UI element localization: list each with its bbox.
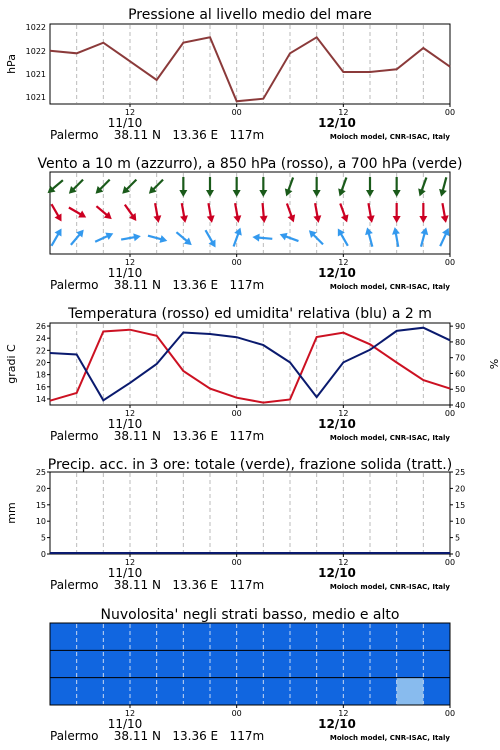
time-tick-label: 12: [124, 709, 136, 718]
temperature-ytick: 24: [35, 334, 46, 344]
cloud-panel: [50, 607, 450, 705]
wind-850-arrow: [311, 202, 322, 223]
wind-10m-arrow: [93, 230, 115, 246]
location-label: Palermo 38.11 N 13.36 E 117m: [50, 128, 265, 142]
time-tick-label: 00: [444, 258, 456, 267]
precip-ytick: 25: [455, 468, 466, 477]
pressure-ytick: 1022: [25, 23, 46, 32]
date-label: 12/10: [318, 266, 356, 280]
wind-arrows: [45, 176, 452, 249]
cloud-cells: [50, 623, 450, 705]
model-credit: Moloch model, CNR-ISAC, Italy: [329, 434, 450, 442]
humidity-line: [50, 328, 450, 401]
date-label: 11/10: [107, 566, 143, 580]
model-credit: Moloch model, CNR-ISAC, Italy: [329, 283, 450, 291]
date-label: 12/10: [318, 566, 356, 580]
time-tick-label: 12: [338, 558, 349, 567]
time-tick-label: 00: [444, 108, 456, 117]
wind-10m-arrow: [147, 232, 168, 245]
wind-10m-arrow: [68, 227, 87, 247]
time-tick-label: 00: [231, 108, 242, 117]
humidity-ylabel: %: [487, 358, 500, 370]
wind-700-arrow: [313, 177, 321, 197]
pressure-ytick: 1021: [25, 93, 46, 102]
temperature-ytick: 14: [35, 394, 46, 404]
precip-ytick: 0: [40, 550, 46, 559]
wind-700-arrow: [259, 177, 267, 197]
wind-frame: [50, 172, 450, 254]
pressure-ytick: 1022: [25, 47, 46, 56]
time-tick-label: 00: [231, 409, 242, 418]
wind-title: Vento a 10 m (azzurro), a 850 hPa (rosso), a 700 hPa (verde): [37, 156, 463, 172]
temperature-ytick: 18: [35, 370, 46, 380]
precip-grid: [77, 473, 424, 553]
temperature-ytick: 22: [35, 346, 46, 356]
wind-700-arrow: [119, 177, 139, 197]
precip-ytick: 25: [35, 468, 46, 477]
pressure-grid: [77, 25, 424, 103]
wind-10m-arrow: [252, 233, 273, 243]
location-label: Palermo 38.11 N 13.36 E 117m: [50, 729, 265, 743]
temperature-grid: [77, 324, 424, 404]
humidity-ytick: 80: [455, 337, 466, 347]
time-tick-label: 12: [124, 258, 136, 267]
time-tick-label: 00: [231, 258, 242, 267]
time-tick-label: 00: [444, 709, 456, 718]
wind-850-arrow: [419, 203, 427, 223]
time-tick-label: 00: [444, 558, 456, 567]
time-tick-label: 00: [231, 709, 242, 718]
precip-ytick: 10: [35, 517, 46, 527]
precip-ytick: 20: [455, 484, 466, 494]
humidity-ytick: 50: [455, 385, 466, 395]
temperature-yticks: [36, 322, 50, 404]
precip-ytick: 5: [40, 533, 46, 543]
pressure-line: [50, 37, 450, 101]
time-tick-label: 12: [338, 409, 349, 418]
time-tick-label: 12: [338, 108, 349, 117]
wind-850-arrow: [336, 202, 350, 224]
wind-700-arrow: [93, 177, 113, 197]
precip-yticks-right: [450, 468, 465, 559]
temperature-ylabel: gradi C: [5, 344, 18, 384]
wind-700-arrow: [233, 177, 241, 197]
temperature-ytick: 20: [35, 358, 46, 368]
date-label: 11/10: [107, 717, 143, 731]
wind-850-arrow: [67, 204, 88, 221]
date-label: 11/10: [107, 417, 143, 431]
time-tick-label: 00: [231, 558, 242, 567]
wind-850-arrow: [178, 202, 189, 223]
date-label: 12/10: [318, 417, 356, 431]
precip-title: Precip. acc. in 3 ore: totale (verde), frazione solida (tratt.): [47, 457, 453, 473]
wind-10m-arrow: [120, 232, 141, 243]
wind-700-arrow: [66, 177, 86, 197]
temperature-ytick: 26: [35, 322, 46, 332]
pressure-panel: [5, 7, 450, 104]
cloud-background: [50, 623, 450, 705]
wind-700-arrow: [45, 177, 65, 196]
precip-ytick: 20: [35, 484, 46, 494]
time-tick-label: 12: [124, 108, 136, 117]
location-label: Palermo 38.11 N 13.36 E 117m: [50, 429, 265, 443]
date-label: 11/10: [107, 266, 143, 280]
humidity-ytick: 60: [455, 369, 466, 379]
date-label: 12/10: [318, 717, 356, 731]
wind-850-arrow: [151, 202, 162, 223]
humidity-ytick: 70: [455, 353, 466, 363]
wind-700-arrow: [206, 177, 214, 197]
wind-700-arrow: [179, 177, 187, 197]
time-tick-label: 12: [124, 409, 136, 418]
temperature-ytick: 16: [35, 382, 46, 392]
wind-700-arrow: [366, 177, 374, 197]
wind-850-arrow: [48, 202, 65, 223]
wind-850-arrow: [231, 202, 242, 223]
precip-yticks-left: [36, 468, 50, 559]
wind-700-arrow: [146, 177, 166, 197]
location-label: Palermo 38.11 N 13.36 E 117m: [50, 278, 265, 292]
humidity-yticks: [450, 322, 465, 410]
humidity-ytick: 90: [455, 322, 466, 332]
cloud-cell-light: [397, 678, 424, 705]
wind-850-arrow: [122, 202, 140, 223]
wind-850-arrow: [204, 202, 215, 223]
precip-ytick: 0: [455, 550, 461, 559]
wind-700-arrow: [437, 176, 450, 197]
precip-ytick: 5: [455, 533, 461, 543]
date-label: 12/10: [318, 116, 356, 130]
wind-10m-arrow: [174, 229, 194, 248]
time-tick-label: 12: [338, 258, 349, 267]
location-label: Palermo 38.11 N 13.36 E 117m: [50, 578, 265, 592]
precip-ytick: 10: [455, 517, 466, 527]
pressure-frame: [50, 24, 450, 104]
model-credit: Moloch model, CNR-ISAC, Italy: [329, 133, 450, 141]
model-credit: Moloch model, CNR-ISAC, Italy: [329, 583, 450, 591]
wind-10m-arrow: [306, 227, 326, 247]
precip-panel: [5, 457, 465, 559]
pressure-title: Pressione al livello medio del mare: [128, 7, 372, 23]
time-tick-label: 12: [124, 558, 136, 567]
precip-frame: [50, 472, 450, 554]
precip-ytick: 15: [35, 500, 46, 510]
pressure-ytick: 1021: [25, 70, 46, 79]
date-label: 11/10: [107, 116, 143, 130]
temperature-title: Temperatura (rosso) ed umidita' relativa (blu) a 2 m: [68, 306, 432, 322]
model-credit: Moloch model, CNR-ISAC, Italy: [329, 734, 450, 742]
wind-10m-arrow: [278, 230, 300, 244]
temperature-panel: [5, 306, 500, 410]
wind-850-arrow: [259, 203, 269, 224]
time-tick-label: 12: [338, 709, 349, 718]
wind-850-arrow: [438, 202, 449, 223]
wind-10m-arrow: [48, 226, 65, 247]
humidity-ytick: 40: [455, 401, 466, 410]
wind-panel: [37, 156, 462, 254]
precip-ylabel: mm: [5, 502, 18, 524]
pressure-ylabel: hPa: [5, 54, 18, 74]
cloud-title: Nuvolosita' negli strati basso, medio e alto: [100, 607, 400, 623]
wind-850-arrow: [393, 203, 401, 223]
wind-850-arrow: [94, 203, 114, 222]
time-tick-label: 00: [444, 409, 456, 418]
wind-850-arrow: [364, 202, 375, 223]
wind-850-arrow: [283, 202, 297, 224]
wind-700-arrow: [393, 177, 401, 197]
precip-ytick: 15: [455, 500, 466, 510]
